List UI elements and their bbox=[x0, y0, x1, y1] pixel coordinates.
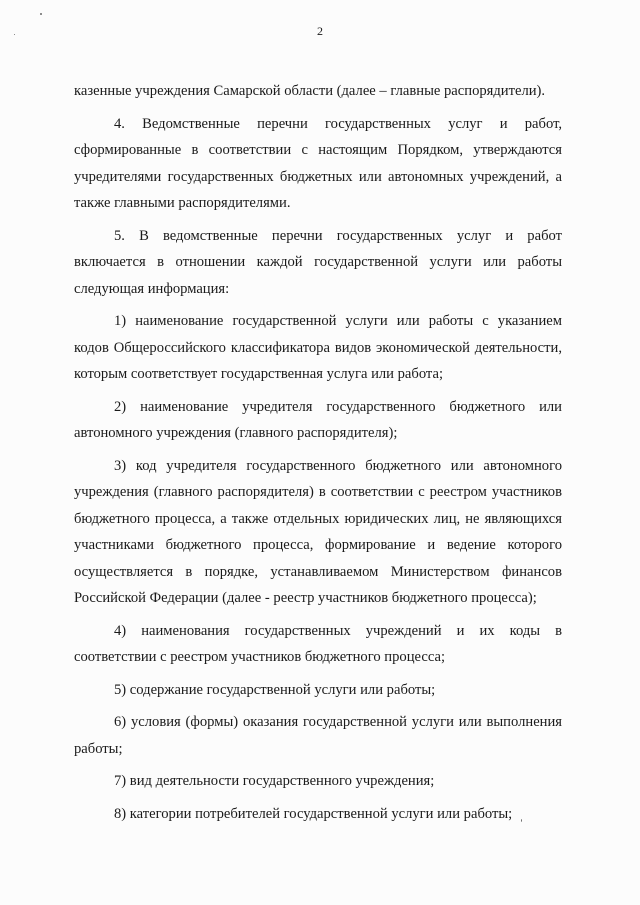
paragraph-item-5: 5. В ведомственные перечни государственных услуг и работ включается в отношении каждой государственной услуги или работы следующая информация: bbox=[74, 227, 562, 297]
subitem-2: 2) наименование учредителя государственного бюджетного или автономного учреждения (главного распорядителя); bbox=[74, 398, 562, 441]
scan-speck bbox=[40, 13, 42, 15]
subitem-6: 6) условия (формы) оказания государственной услуги или выполнения работы; bbox=[74, 714, 562, 757]
subitem-4: 4) наименования государственных учреждений и их коды в соответствии с реестром участников бюджетного процесса; bbox=[74, 622, 562, 665]
paragraph-item-4: 4. Ведомственные перечни государственных услуг и работ, сформированные в соответствии с настоящим Порядком, утверждаются учредителями государственных бюджетных или автономных учреждений, а также главными распорядителями. bbox=[74, 115, 562, 211]
subitem-5: 5) содержание государственной услуги или работы; bbox=[114, 681, 436, 698]
scan-speck bbox=[14, 34, 15, 35]
paragraph-continuation: казенные учреждения Самарской области (далее – главные распорядители). bbox=[74, 83, 546, 99]
subitem-8: 8) категории потребителей государственной услуги или работы; bbox=[114, 805, 513, 822]
subitem-1: 1) наименование государственной услуги или работы с указанием кодов Общероссийского классификатора видов экономической деятельности, которым соответствует государственная услуга или работа; bbox=[74, 313, 562, 382]
document-body bbox=[74, 78, 562, 833]
page-number: 2 bbox=[317, 24, 323, 38]
subitem-7: 7) вид деятельности государственного учреждения; bbox=[114, 773, 435, 789]
subitem-3: 3) код учредителя государственного бюджетного или автономного учреждения (главного распорядителя) в соответствии с реестром участников бюджетного процесса, а также отдельных юридических лиц, не являющихся участниками бюджетного процесса, формирование и ведение которого осуществляется в порядке, устанавливаемом Министерством финансов Российской Федерации (далее - реестр участников бюджетного процесса); bbox=[74, 457, 562, 606]
